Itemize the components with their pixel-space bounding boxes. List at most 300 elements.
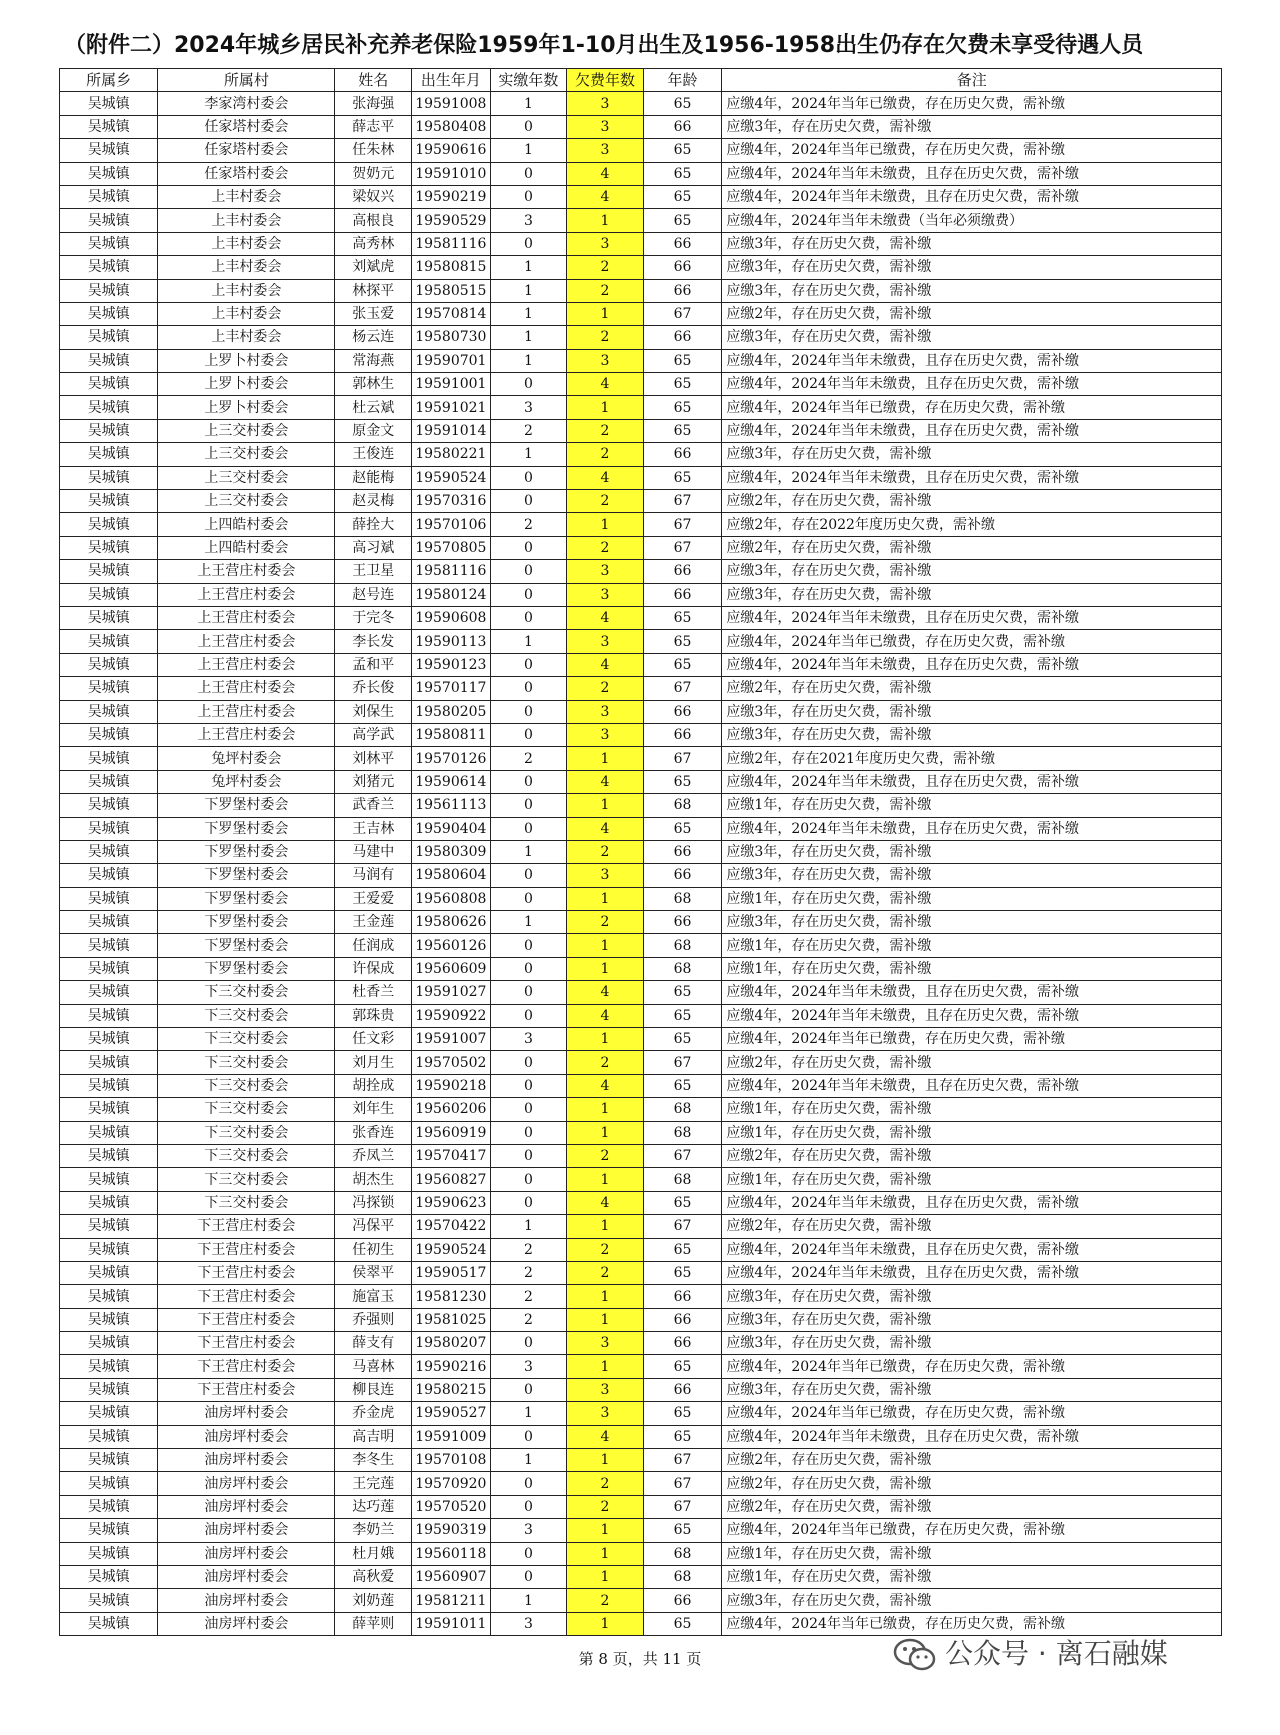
table-cell: 19570805 [411,536,490,559]
table-cell: 应缴2年，存在历史欠费，需补缴 [722,302,1222,325]
table-cell: 胡拴成 [335,1074,412,1097]
table-cell: 上三交村委会 [158,466,335,489]
table-cell: 1 [567,1121,644,1144]
table-cell: 66 [643,256,722,279]
table-cell: 1 [567,1519,644,1542]
table-cell: 66 [643,326,722,349]
table-cell: 油房坪村委会 [158,1495,335,1518]
table-cell: 66 [643,560,722,583]
table-cell: 19570422 [411,1215,490,1238]
table-cell: 上四皓村委会 [158,513,335,536]
table-row [60,373,1222,396]
table-row [60,279,1222,302]
table-cell: 67 [643,1495,722,1518]
table-cell: 66 [643,723,722,746]
table-cell: 吴城镇 [60,1191,158,1214]
table-cell: 19570106 [411,513,490,536]
table-cell: 4 [567,981,644,1004]
table-cell: 应缴4年，2024年当年未缴费，且存在历史欠费，需补缴 [722,817,1222,840]
table-cell: 吴城镇 [60,1332,158,1355]
table-cell: 吴城镇 [60,279,158,302]
table-cell: 下三交村委会 [158,1098,335,1121]
table-cell: 4 [567,466,644,489]
table-cell: 梁奴兴 [335,185,412,208]
table-row [60,513,1222,536]
table-cell: 65 [643,653,722,676]
table-cell: 吴城镇 [60,1144,158,1167]
table-cell: 应缴3年，存在历史欠费，需补缴 [722,115,1222,138]
table-cell: 19590216 [411,1355,490,1378]
table-cell: 19590319 [411,1519,490,1542]
table-cell: 孟和平 [335,653,412,676]
table-cell: 2 [567,911,644,934]
table-cell: 67 [643,1144,722,1167]
table-cell: 65 [643,1191,722,1214]
table-cell: 67 [643,513,722,536]
table-row [60,162,1222,185]
table-cell: 应缴4年，2024年当年已缴费，存在历史欠费，需补缴 [722,139,1222,162]
table-cell: 应缴4年，2024年当年未缴费，且存在历史欠费，需补缴 [722,770,1222,793]
table-cell: 1 [490,630,567,653]
table-cell: 65 [643,396,722,419]
table-cell: 19580815 [411,256,490,279]
table-cell: 应缴4年，2024年当年未缴费，且存在历史欠费，需补缴 [722,1238,1222,1261]
table-cell: 65 [643,209,722,232]
table-cell: 吴城镇 [60,840,158,863]
table-cell: 上王营庄村委会 [158,700,335,723]
table-cell: 油房坪村委会 [158,1472,335,1495]
table-cell: 吴城镇 [60,443,158,466]
table-cell: 66 [643,115,722,138]
table-cell: 19580730 [411,326,490,349]
table-cell: 吴城镇 [60,1074,158,1097]
table-row [60,747,1222,770]
table-cell: 应缴2年，存在历史欠费，需补缴 [722,1449,1222,1472]
table-cell: 吴城镇 [60,630,158,653]
table-cell: 上三交村委会 [158,443,335,466]
table-cell: 19580626 [411,911,490,934]
table-header [60,69,1222,92]
table-cell: 乔强则 [335,1308,412,1331]
table-row [60,606,1222,629]
table-cell: 武香兰 [335,794,412,817]
table-cell: 应缴2年，存在2022年度历史欠费，需补缴 [722,513,1222,536]
table-cell: 应缴2年，存在历史欠费，需补缴 [722,1144,1222,1167]
table-cell: 3 [490,1519,567,1542]
table-cell: 0 [490,232,567,255]
table-cell: 油房坪村委会 [158,1589,335,1612]
table-cell: 吴城镇 [60,606,158,629]
table-row [60,256,1222,279]
table-cell: 吴城镇 [60,139,158,162]
table-cell: 任家塔村委会 [158,115,335,138]
table-row [60,1051,1222,1074]
table-cell: 吴城镇 [60,1566,158,1589]
table-cell: 吴城镇 [60,1519,158,1542]
table-cell: 67 [643,677,722,700]
table-cell: 1 [567,1098,644,1121]
table-cell: 吴城镇 [60,677,158,700]
table-cell: 1 [567,1542,644,1565]
table-cell: 0 [490,653,567,676]
table-cell: 0 [490,1098,567,1121]
table-cell: 19590623 [411,1191,490,1214]
table-cell: 19570920 [411,1472,490,1495]
table-cell: 4 [567,770,644,793]
table-cell: 19591014 [411,419,490,442]
table-cell: 高根良 [335,209,412,232]
table-cell: 应缴1年，存在历史欠费，需补缴 [722,1121,1222,1144]
table-cell: 3 [490,1028,567,1051]
table-row [60,1332,1222,1355]
table-cell: 67 [643,302,722,325]
table-cell: 2 [567,1238,644,1261]
table-cell: 3 [567,1378,644,1401]
table-cell: 19591008 [411,92,490,115]
table-cell: 65 [643,1355,722,1378]
table-cell: 0 [490,1566,567,1589]
table-cell: 4 [567,1425,644,1448]
column-header: 备注 [722,69,1222,92]
table-cell: 下三交村委会 [158,981,335,1004]
table-cell: 下三交村委会 [158,1051,335,1074]
table-cell: 吴城镇 [60,653,158,676]
table-cell: 0 [490,957,567,980]
table-cell: 19590616 [411,139,490,162]
column-header: 所属乡 [60,69,158,92]
table-cell: 2 [490,1238,567,1261]
table-cell: 王俊连 [335,443,412,466]
table-cell: 19590524 [411,466,490,489]
wechat-icon [893,1638,937,1672]
table-row [60,209,1222,232]
table-row [60,92,1222,115]
table-cell: 0 [490,1425,567,1448]
table-cell: 65 [643,770,722,793]
table-row [60,1144,1222,1167]
table-cell: 19590614 [411,770,490,793]
table-cell: 应缴4年，2024年当年未缴费，且存在历史欠费，需补缴 [722,1004,1222,1027]
table-cell: 19570520 [411,1495,490,1518]
table-cell: 2 [567,326,644,349]
table-cell: 3 [567,139,644,162]
table-cell: 1 [567,957,644,980]
table-cell: 下罗堡村委会 [158,887,335,910]
table-row [60,1098,1222,1121]
table-cell: 67 [643,1449,722,1472]
table-cell: 杜香兰 [335,981,412,1004]
table-cell: 应缴3年，存在历史欠费，需补缴 [722,840,1222,863]
table-row [60,1215,1222,1238]
table-cell: 19580215 [411,1378,490,1401]
table-cell: 0 [490,1378,567,1401]
table-cell: 冯保平 [335,1215,412,1238]
table-cell: 应缴4年，2024年当年未缴费，且存在历史欠费，需补缴 [722,1074,1222,1097]
watermark-text: 公众号 · 离石融媒 [945,1637,1168,1670]
table-cell: 65 [643,139,722,162]
table-cell: 应缴3年，存在历史欠费，需补缴 [722,443,1222,466]
table-cell: 应缴1年，存在历史欠费，需补缴 [722,887,1222,910]
table-cell: 应缴2年，存在历史欠费，需补缴 [722,490,1222,513]
table-cell: 3 [567,1402,644,1425]
table-cell: 吴城镇 [60,1028,158,1051]
table-row [60,1402,1222,1425]
table-cell: 吴城镇 [60,864,158,887]
table-cell: 1 [567,396,644,419]
table-cell: 下王营庄村委会 [158,1285,335,1308]
table-cell: 19590517 [411,1261,490,1284]
table-cell: 应缴4年，2024年当年已缴费，存在历史欠费，需补缴 [722,1402,1222,1425]
table-cell: 0 [490,794,567,817]
table-cell: 19581025 [411,1308,490,1331]
table-cell: 刘年生 [335,1098,412,1121]
table-row [60,1238,1222,1261]
table-cell: 67 [643,490,722,513]
table-cell: 19580124 [411,583,490,606]
table-cell: 上丰村委会 [158,232,335,255]
table-cell: 0 [490,700,567,723]
table-row [60,349,1222,372]
table-cell: 0 [490,1074,567,1097]
table-cell: 68 [643,1121,722,1144]
table-row [60,1472,1222,1495]
table-cell: 吴城镇 [60,1121,158,1144]
table-cell: 吴城镇 [60,1612,158,1635]
table-cell: 0 [490,723,567,746]
table-cell: 67 [643,1472,722,1495]
table-cell: 68 [643,934,722,957]
table-cell: 19560919 [411,1121,490,1144]
table-cell: 1 [567,934,644,957]
table-cell: 3 [567,349,644,372]
table-cell: 上丰村委会 [158,326,335,349]
table-cell: 68 [643,1566,722,1589]
table-cell: 19591011 [411,1612,490,1635]
table-cell: 应缴4年，2024年当年已缴费，存在历史欠费，需补缴 [722,1519,1222,1542]
table-cell: 下王营庄村委会 [158,1355,335,1378]
table-row [60,630,1222,653]
table-cell: 吴城镇 [60,232,158,255]
table-cell: 0 [490,1495,567,1518]
table-cell: 3 [567,1332,644,1355]
table-row [60,1566,1222,1589]
table-cell: 19580811 [411,723,490,746]
table-cell: 王完莲 [335,1472,412,1495]
table-row [60,1285,1222,1308]
table-cell: 应缴4年，2024年当年未缴费，且存在历史欠费，需补缴 [722,606,1222,629]
table-cell: 应缴4年，2024年当年未缴费，且存在历史欠费，需补缴 [722,185,1222,208]
table-cell: 0 [490,606,567,629]
table-cell: 1 [490,1402,567,1425]
table-row [60,1449,1222,1472]
table-cell: 0 [490,185,567,208]
table-cell: 2 [567,1495,644,1518]
table-cell: 侯翠平 [335,1261,412,1284]
table-cell: 吴城镇 [60,583,158,606]
table-cell: 吴城镇 [60,747,158,770]
table-cell: 2 [567,490,644,513]
table-row [60,864,1222,887]
table-cell: 吴城镇 [60,1261,158,1284]
table-cell: 0 [490,1332,567,1355]
table-cell: 1 [567,1612,644,1635]
table-cell: 任初生 [335,1238,412,1261]
table-cell: 下王营庄村委会 [158,1378,335,1401]
table-cell: 下罗堡村委会 [158,840,335,863]
table-cell: 胡杰生 [335,1168,412,1191]
table-row [60,536,1222,559]
table-cell: 任家塔村委会 [158,162,335,185]
table-row [60,817,1222,840]
table-cell: 应缴3年，存在历史欠费，需补缴 [722,864,1222,887]
table-cell: 0 [490,1004,567,1027]
table-cell: 0 [490,1472,567,1495]
table-cell: 上丰村委会 [158,279,335,302]
table-cell: 65 [643,1238,722,1261]
table-cell: 0 [490,560,567,583]
table-cell: 吴城镇 [60,490,158,513]
table-row [60,1519,1222,1542]
table-cell: 65 [643,1612,722,1635]
table-cell: 刘奶莲 [335,1589,412,1612]
table-row [60,1495,1222,1518]
table-cell: 66 [643,279,722,302]
table-cell: 3 [567,232,644,255]
table-cell: 2 [567,1472,644,1495]
table-cell: 4 [567,373,644,396]
table-cell: 0 [490,817,567,840]
table-row [60,490,1222,513]
table-cell: 65 [643,419,722,442]
table-cell: 1 [490,1215,567,1238]
table-cell: 2 [490,747,567,770]
table-cell: 65 [643,606,722,629]
table-cell: 下罗堡村委会 [158,864,335,887]
table-cell: 19560126 [411,934,490,957]
table-row [60,981,1222,1004]
table-cell: 吴城镇 [60,934,158,957]
table-cell: 65 [643,1261,722,1284]
table-cell: 林探平 [335,279,412,302]
table-cell: 2 [490,1308,567,1331]
table-cell: 应缴3年，存在历史欠费，需补缴 [722,1285,1222,1308]
table-row [60,1261,1222,1284]
table-cell: 0 [490,1144,567,1167]
table-row [60,1542,1222,1565]
table-cell: 0 [490,1191,567,1214]
table-row [60,840,1222,863]
table-cell: 薛拴大 [335,513,412,536]
table-cell: 19560609 [411,957,490,980]
table-cell: 66 [643,1332,722,1355]
table-cell: 吴城镇 [60,560,158,583]
table-cell: 薛苹则 [335,1612,412,1635]
table-cell: 19590219 [411,185,490,208]
table-row [60,232,1222,255]
table-row [60,1355,1222,1378]
table-row [60,723,1222,746]
table-cell: 下王营庄村委会 [158,1238,335,1261]
table-cell: 吴城镇 [60,1004,158,1027]
table-cell: 19580205 [411,700,490,723]
table-cell: 2 [567,419,644,442]
table-cell: 1 [490,326,567,349]
table-cell: 油房坪村委会 [158,1566,335,1589]
table-cell: 68 [643,1168,722,1191]
table-cell: 吴城镇 [60,1215,158,1238]
table-cell: 应缴1年，存在历史欠费，需补缴 [722,934,1222,957]
table-cell: 0 [490,490,567,513]
table-row [60,302,1222,325]
table-row [60,653,1222,676]
table-cell: 吴城镇 [60,723,158,746]
table-cell: 1 [490,302,567,325]
table-cell: 1 [567,513,644,536]
table-cell: 吴城镇 [60,162,158,185]
table-cell: 吴城镇 [60,1098,158,1121]
table-row [60,1308,1222,1331]
table-cell: 2 [567,279,644,302]
table-cell: 吴城镇 [60,302,158,325]
table-cell: 1 [490,911,567,934]
table-cell: 19590527 [411,1402,490,1425]
table-cell: 1 [567,209,644,232]
table-cell: 1 [567,1215,644,1238]
table-cell: 1 [567,1285,644,1308]
table-cell: 19570117 [411,677,490,700]
table-cell: 19581230 [411,1285,490,1308]
table-cell: 2 [567,677,644,700]
table-cell: 0 [490,162,567,185]
table-cell: 19561113 [411,794,490,817]
table-cell: 19570108 [411,1449,490,1472]
table-cell: 上罗卜村委会 [158,396,335,419]
column-header: 欠费年数 [567,69,644,92]
table-cell: 应缴4年，2024年当年未缴费，且存在历史欠费，需补缴 [722,162,1222,185]
table-cell: 0 [490,536,567,559]
table-cell: 3 [567,864,644,887]
table-cell: 吴城镇 [60,256,158,279]
table-cell: 3 [490,1612,567,1635]
table-cell: 吴城镇 [60,1238,158,1261]
table-cell: 吴城镇 [60,466,158,489]
table-cell: 66 [643,232,722,255]
table-cell: 应缴1年，存在历史欠费，需补缴 [722,957,1222,980]
table-cell: 应缴3年，存在历史欠费，需补缴 [722,560,1222,583]
table-cell: 19580408 [411,115,490,138]
table-cell: 应缴4年，2024年当年未缴费，且存在历史欠费，需补缴 [722,373,1222,396]
table-cell: 吴城镇 [60,1425,158,1448]
table-cell: 常海燕 [335,349,412,372]
table-cell: 应缴3年，存在历史欠费，需补缴 [722,1308,1222,1331]
table-cell: 吴城镇 [60,209,158,232]
table-cell: 67 [643,536,722,559]
table-cell: 3 [567,115,644,138]
table-cell: 66 [643,1308,722,1331]
table-cell: 1 [567,1449,644,1472]
table-cell: 1 [490,840,567,863]
table-cell: 66 [643,583,722,606]
table-cell: 赵能梅 [335,466,412,489]
table-cell: 任朱林 [335,139,412,162]
table-row [60,185,1222,208]
table-cell: 66 [643,840,722,863]
table-cell: 19580221 [411,443,490,466]
table-cell: 3 [567,630,644,653]
table-cell: 4 [567,606,644,629]
table-cell: 0 [490,864,567,887]
table-cell: 刘保生 [335,700,412,723]
